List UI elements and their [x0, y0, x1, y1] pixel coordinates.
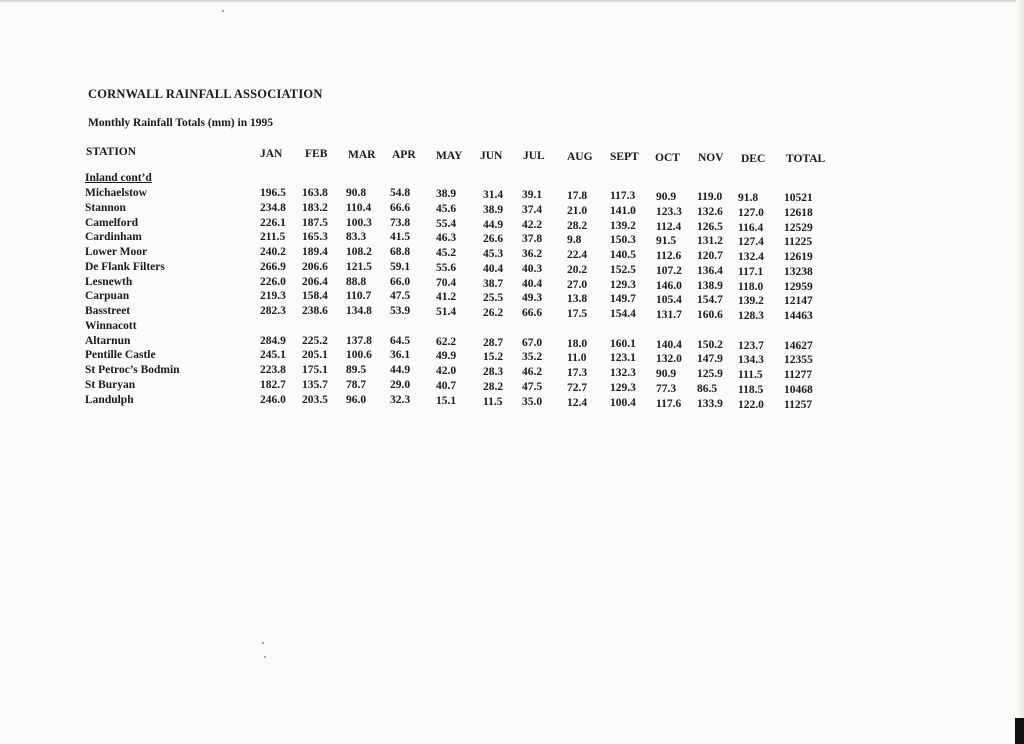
column-header-oct: OCT — [655, 152, 680, 164]
cell-aug: 17.3 — [567, 367, 588, 379]
station-name: Michaelstow — [85, 187, 147, 199]
cell-jul: 47.5 — [522, 380, 543, 393]
cell-may: 46.3 — [436, 232, 457, 245]
cell-mar: 108.2 — [346, 246, 372, 258]
cell-mar: 96.0 — [346, 393, 367, 406]
cell-jun: 38.7 — [483, 277, 504, 290]
table-row — [0, 320, 1024, 334]
cell-feb: 175.1 — [302, 364, 328, 376]
cell-jul: 36.2 — [522, 248, 543, 260]
cell-jul: 66.6 — [522, 307, 543, 319]
section-label: Inland cont’d — [85, 172, 152, 184]
cell-nov: 132.6 — [697, 205, 723, 218]
cell-mar: 78.7 — [346, 378, 367, 391]
cell-jul: 35.0 — [522, 395, 543, 408]
cell-aug: 27.0 — [567, 278, 588, 291]
cell-nov: 125.9 — [697, 368, 723, 380]
cell-total: 11257 — [784, 398, 813, 411]
cell-jul: 67.0 — [522, 336, 543, 349]
column-header-apr: APR — [392, 149, 416, 161]
cell-feb: 187.5 — [302, 216, 328, 229]
cell-oct: 90.9 — [656, 368, 677, 380]
cell-dec: 116.4 — [738, 221, 764, 234]
cell-jun: 31.4 — [483, 189, 504, 201]
cell-jan: 240.2 — [260, 246, 286, 258]
table-row — [0, 290, 1024, 308]
cell-mar: 100.3 — [346, 216, 372, 229]
cell-mar: 90.8 — [346, 187, 367, 199]
table-row — [0, 187, 1024, 204]
cell-aug: 17.8 — [567, 190, 588, 202]
cell-dec: 127.4 — [738, 236, 764, 249]
cell-total: 10468 — [784, 383, 813, 396]
cell-may: 41.2 — [436, 291, 457, 304]
column-header-dec: DEC — [741, 153, 766, 165]
cell-apr: 47.5 — [390, 290, 411, 303]
cell-aug: 20.2 — [567, 263, 588, 276]
cell-aug: 9.8 — [567, 234, 582, 247]
cell-may: 55.6 — [436, 261, 457, 274]
table-row — [0, 364, 1024, 381]
scan-speck — [222, 10, 224, 12]
cell-may: 45.2 — [436, 247, 457, 259]
cell-nov: 136.4 — [697, 264, 723, 277]
cell-jan: 182.7 — [260, 378, 286, 391]
cell-apr: 36.1 — [390, 349, 411, 362]
station-name: Altarnun — [85, 334, 131, 347]
cell-jan: 196.5 — [260, 187, 286, 199]
cell-dec: 139.2 — [738, 295, 764, 308]
cell-apr: 29.0 — [390, 378, 411, 391]
cell-mar: 89.5 — [346, 364, 367, 376]
table-row — [0, 231, 1024, 249]
cell-jan: 266.9 — [260, 260, 286, 273]
cell-apr: 73.8 — [390, 216, 411, 229]
cell-feb: 165.3 — [302, 231, 328, 244]
cell-total: 10521 — [784, 192, 813, 204]
cell-oct: 91.5 — [656, 235, 677, 248]
cell-apr: 66.0 — [390, 275, 411, 288]
document-subtitle: Monthly Rainfall Totals (mm) in 1995 — [88, 117, 273, 129]
column-header-jan: JAN — [260, 148, 283, 160]
cell-feb: 135.7 — [302, 378, 328, 391]
cell-sept: 100.4 — [610, 396, 636, 409]
cell-sept: 129.3 — [610, 278, 636, 291]
cell-oct: 140.4 — [656, 338, 682, 351]
cell-sept: 150.3 — [610, 234, 636, 247]
cell-may: 42.0 — [436, 365, 457, 377]
cell-mar: 83.3 — [346, 231, 367, 244]
scan-speck — [264, 656, 266, 658]
cell-feb: 225.2 — [302, 334, 328, 347]
cell-jul: 49.3 — [522, 292, 543, 305]
cell-total: 12959 — [784, 280, 813, 293]
station-name: Stannon — [85, 201, 126, 214]
cell-may: 38.9 — [436, 188, 457, 200]
cell-nov: 133.9 — [697, 397, 723, 410]
cell-apr: 41.5 — [390, 231, 411, 244]
cell-oct: 105.4 — [656, 294, 682, 307]
cell-nov: 120.7 — [697, 250, 723, 262]
cell-dec: 127.0 — [738, 206, 764, 219]
document-title: CORNWALL RAINFALL ASSOCIATION — [88, 87, 323, 101]
cell-nov: 160.6 — [697, 309, 723, 321]
cell-apr: 32.3 — [390, 393, 411, 406]
station-name: St Petroc’s Bodmin — [85, 364, 180, 376]
cell-mar: 134.8 — [346, 305, 372, 317]
cell-aug: 22.4 — [567, 249, 588, 261]
cell-dec: 118.5 — [738, 383, 764, 396]
column-header-station: STATION — [86, 146, 137, 158]
cell-sept: 149.7 — [610, 293, 636, 306]
cell-jul: 37.8 — [522, 233, 543, 246]
cell-dec: 123.7 — [738, 339, 764, 352]
column-header-aug: AUG — [567, 151, 593, 163]
cell-aug: 72.7 — [567, 381, 588, 394]
cell-jan: 284.9 — [260, 334, 286, 347]
cell-jun: 25.5 — [483, 292, 504, 305]
cell-nov: 138.9 — [697, 279, 723, 292]
cell-jul: 40.3 — [522, 262, 543, 275]
cell-feb: 206.6 — [302, 260, 328, 273]
cell-sept: 123.1 — [610, 352, 636, 365]
cell-oct: 132.0 — [656, 353, 682, 366]
cell-sept: 139.2 — [610, 219, 636, 232]
cell-aug: 28.2 — [567, 219, 588, 232]
cell-apr: 64.5 — [390, 334, 411, 347]
cell-oct: 117.6 — [656, 397, 682, 410]
cell-aug: 17.5 — [567, 308, 588, 320]
cell-nov: 126.5 — [697, 220, 723, 233]
cell-total: 11225 — [784, 236, 813, 249]
cell-jan: 211.5 — [260, 231, 286, 244]
column-header-feb: FEB — [305, 148, 328, 160]
cell-jun: 38.9 — [483, 203, 504, 216]
cell-may: 45.6 — [436, 202, 457, 215]
cell-jul: 46.2 — [522, 366, 543, 378]
cell-sept: 140.5 — [610, 249, 636, 261]
cell-nov: 86.5 — [697, 382, 718, 395]
cell-feb: 183.2 — [302, 201, 328, 214]
cell-aug: 21.0 — [567, 204, 588, 217]
cell-jun: 44.9 — [483, 218, 504, 231]
cell-sept: 132.3 — [610, 367, 636, 379]
cell-feb: 203.5 — [302, 393, 328, 406]
cell-sept: 141.0 — [610, 204, 636, 217]
cell-oct: 131.7 — [656, 309, 682, 321]
scan-corner-mark — [1015, 718, 1024, 744]
table-row — [0, 393, 1024, 411]
cell-total: 12355 — [784, 354, 813, 367]
cell-dec: 118.0 — [738, 280, 764, 293]
cell-mar: 100.6 — [346, 349, 372, 362]
cell-dec: 132.4 — [738, 251, 764, 263]
cell-dec: 128.3 — [738, 310, 764, 322]
cell-aug: 12.4 — [567, 396, 588, 409]
station-name: Pentille Castle — [85, 349, 156, 362]
cell-nov: 154.7 — [697, 294, 723, 307]
table-row — [0, 216, 1024, 234]
cell-total: 12618 — [784, 206, 813, 219]
station-name: Cardinham — [85, 231, 142, 244]
station-name: Landulph — [85, 393, 134, 406]
cell-jan: 226.1 — [260, 216, 286, 229]
cell-oct: 90.9 — [656, 191, 677, 203]
station-name: De Flank Filters — [85, 260, 165, 273]
cell-nov: 147.9 — [697, 353, 723, 366]
table-row — [0, 305, 1024, 322]
table-row — [0, 246, 1024, 263]
column-header-sept: SEPT — [610, 151, 639, 163]
cell-jan: 245.1 — [260, 349, 286, 362]
cell-aug: 18.0 — [567, 337, 588, 350]
table-row — [0, 334, 1024, 352]
station-name: Camelford — [85, 216, 139, 229]
cell-feb: 158.4 — [302, 290, 328, 303]
cell-sept: 152.5 — [610, 263, 636, 276]
cell-aug: 11.0 — [567, 352, 587, 365]
cell-dec: 122.0 — [738, 398, 764, 411]
column-header-total: TOTAL — [786, 153, 826, 165]
cell-total: 12147 — [784, 295, 813, 308]
station-name: Winnacott — [85, 319, 137, 332]
station-name: Lower Moor — [85, 246, 148, 258]
cell-sept: 154.4 — [610, 308, 636, 320]
cell-nov: 150.2 — [697, 338, 723, 351]
cell-nov: 119.0 — [697, 191, 723, 203]
cell-total: 11277 — [784, 369, 813, 381]
cell-jul: 40.4 — [522, 277, 543, 290]
cell-mar: 110.7 — [346, 290, 372, 303]
cell-apr: 66.6 — [390, 201, 411, 214]
cell-may: 15.1 — [436, 394, 457, 407]
cell-jun: 28.3 — [483, 366, 504, 378]
cell-may: 55.4 — [436, 217, 457, 230]
table-row — [0, 378, 1024, 396]
cell-oct: 146.0 — [656, 279, 682, 292]
column-header-jul: JUL — [523, 150, 545, 162]
cell-total: 14627 — [784, 339, 813, 352]
cell-dec: 91.8 — [738, 192, 759, 204]
cell-total: 13238 — [784, 265, 813, 278]
cell-mar: 121.5 — [346, 260, 372, 273]
cell-jan: 234.8 — [260, 201, 286, 214]
cell-oct: 112.4 — [656, 220, 682, 233]
cell-jun: 40.4 — [483, 262, 504, 275]
cell-jul: 37.4 — [522, 203, 543, 216]
cell-jan: 226.0 — [260, 275, 286, 288]
cell-sept: 160.1 — [610, 337, 636, 350]
cell-jan: 282.3 — [260, 305, 286, 317]
cell-jun: 26.6 — [483, 233, 504, 246]
cell-may: 62.2 — [436, 335, 457, 348]
cell-mar: 110.4 — [346, 201, 372, 214]
cell-feb: 238.6 — [302, 305, 328, 317]
cell-may: 70.4 — [436, 276, 457, 289]
cell-jun: 45.3 — [483, 248, 504, 260]
cell-mar: 88.8 — [346, 275, 367, 288]
cell-mar: 137.8 — [346, 334, 372, 347]
column-header-may: MAY — [436, 150, 463, 162]
cell-oct: 123.3 — [656, 205, 682, 218]
cell-jan: 246.0 — [260, 393, 286, 406]
column-header-jun: JUN — [480, 150, 503, 162]
cell-oct: 107.2 — [656, 264, 682, 277]
column-header-mar: MAR — [348, 149, 376, 161]
station-name: St Buryan — [85, 378, 136, 391]
cell-nov: 131.2 — [697, 235, 723, 248]
cell-feb: 205.1 — [302, 349, 328, 362]
cell-apr: 53.9 — [390, 305, 411, 317]
cell-apr: 54.8 — [390, 187, 411, 199]
cell-sept: 129.3 — [610, 381, 636, 394]
cell-jul: 42.2 — [522, 218, 543, 231]
cell-jun: 11.5 — [483, 395, 503, 408]
cell-dec: 117.1 — [738, 265, 764, 278]
table-row — [0, 201, 1024, 219]
table-row — [0, 275, 1024, 293]
cell-sept: 117.3 — [610, 190, 636, 202]
cell-jun: 26.2 — [483, 307, 504, 319]
cell-jul: 35.2 — [522, 351, 543, 364]
cell-jun: 28.2 — [483, 380, 504, 393]
cell-jul: 39.1 — [522, 189, 543, 201]
cell-dec: 111.5 — [738, 369, 763, 381]
cell-total: 12529 — [784, 221, 813, 234]
table-row — [0, 349, 1024, 367]
cell-apr: 59.1 — [390, 260, 411, 273]
cell-may: 51.4 — [436, 306, 457, 318]
cell-may: 40.7 — [436, 379, 457, 392]
scan-speck — [262, 642, 264, 644]
table-row — [0, 260, 1024, 278]
cell-oct: 112.6 — [656, 250, 682, 262]
cell-jan: 223.8 — [260, 364, 286, 376]
cell-jun: 28.7 — [483, 336, 504, 349]
page-edge — [0, 0, 1024, 3]
cell-feb: 163.8 — [302, 187, 328, 199]
cell-jun: 15.2 — [483, 351, 504, 364]
station-name: Carpuan — [85, 290, 130, 303]
station-name: Lesnewth — [85, 275, 133, 288]
cell-apr: 68.8 — [390, 246, 411, 258]
cell-oct: 77.3 — [656, 382, 677, 395]
cell-jan: 219.3 — [260, 290, 286, 303]
cell-may: 49.9 — [436, 350, 457, 363]
cell-apr: 44.9 — [390, 364, 411, 376]
cell-aug: 13.8 — [567, 293, 588, 306]
column-header-nov: NOV — [698, 152, 724, 164]
cell-feb: 206.4 — [302, 275, 328, 288]
station-name: Basstreet — [85, 305, 131, 317]
cell-feb: 189.4 — [302, 246, 328, 258]
cell-total: 14463 — [784, 310, 813, 322]
cell-total: 12619 — [784, 251, 813, 263]
cell-dec: 134.3 — [738, 354, 764, 367]
